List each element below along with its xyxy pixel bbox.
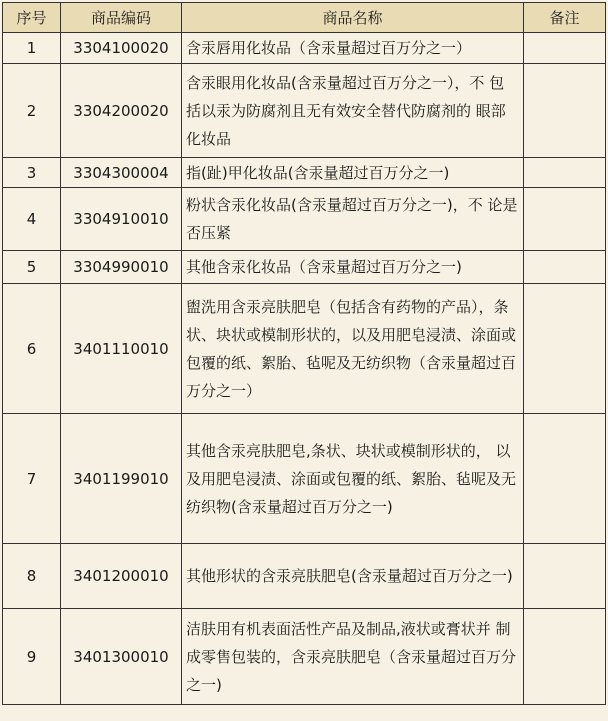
table-row <box>3 284 606 414</box>
cell-note <box>524 33 606 64</box>
cell-note <box>524 414 606 544</box>
cell-name: 含汞眼用化妆品(含汞量超过百万分之一），不 包括以汞为防腐剂且无有效安全替代防腐剂的 眼部化妆品 <box>182 64 524 158</box>
table-row <box>3 158 606 188</box>
cell-seq: 9 <box>3 609 61 705</box>
cell-code: 3401199010 <box>61 414 182 544</box>
cell-note <box>524 64 606 158</box>
cell-seq: 5 <box>3 251 61 284</box>
cell-name: 洁肤用有机表面活性产品及制品,液状或膏状并 制成零售包装的，含汞亮肤肥皂（含汞量超过百万分之一) <box>182 609 524 705</box>
cell-name: 其他含汞化妆品（含汞量超过百万分之一) <box>182 251 524 284</box>
cell-name: 粉状含汞化妆品(含汞量超过百万分之一)，不 论是否压紧 <box>182 188 524 251</box>
cell-seq: 4 <box>3 188 61 251</box>
cell-note <box>524 544 606 609</box>
cell-name: 含汞唇用化妆品（含汞量超过百万分之一） <box>182 33 524 64</box>
cell-code: 3401200010 <box>61 544 182 609</box>
table-row <box>3 544 606 609</box>
cell-note <box>524 284 606 414</box>
cell-seq: 2 <box>3 64 61 158</box>
cell-seq: 6 <box>3 284 61 414</box>
header-seq: 序号 <box>3 3 61 33</box>
cell-name: 盥洗用含汞亮肤肥皂（包括含有药物的产品），条状、块状或模制形状的，以及用肥皂浸渍、涂面或包覆的纸、絮胎、毡呢及无纺织物（含汞量超过百万分之一） <box>182 284 524 414</box>
cell-note <box>524 609 606 705</box>
table-row <box>3 609 606 705</box>
goods-table <box>2 2 606 705</box>
table-row <box>3 33 606 64</box>
cell-name: 其他含汞亮肤肥皂,条状、块状或模制形状的， 以及用肥皂浸渍、涂面或包覆的纸、絮胎、毡呢及无纺织物(含汞量超过百万分之一) <box>182 414 524 544</box>
cell-seq: 3 <box>3 158 61 188</box>
header-code: 商品编码 <box>61 3 182 33</box>
header-row <box>3 3 606 33</box>
header-name: 商品名称 <box>182 3 524 33</box>
cell-code: 3401300010 <box>61 609 182 705</box>
cell-name: 指(趾)甲化妆品(含汞量超过百万分之一) <box>182 158 524 188</box>
table-row <box>3 414 606 544</box>
cell-code: 3304990010 <box>61 251 182 284</box>
header-note: 备注 <box>524 3 606 33</box>
cell-seq: 1 <box>3 33 61 64</box>
cell-name: 其他形状的含汞亮肤肥皂(含汞量超过百万分之一) <box>182 544 524 609</box>
cell-note <box>524 158 606 188</box>
cell-code: 3401110010 <box>61 284 182 414</box>
cell-code: 3304300004 <box>61 158 182 188</box>
cell-seq: 7 <box>3 414 61 544</box>
table-row <box>3 64 606 158</box>
cell-note <box>524 188 606 251</box>
table-row <box>3 251 606 284</box>
cell-code: 3304100020 <box>61 33 182 64</box>
cell-code: 3304910010 <box>61 188 182 251</box>
table-row <box>3 188 606 251</box>
cell-seq: 8 <box>3 544 61 609</box>
cell-code: 3304200020 <box>61 64 182 158</box>
cell-note <box>524 251 606 284</box>
